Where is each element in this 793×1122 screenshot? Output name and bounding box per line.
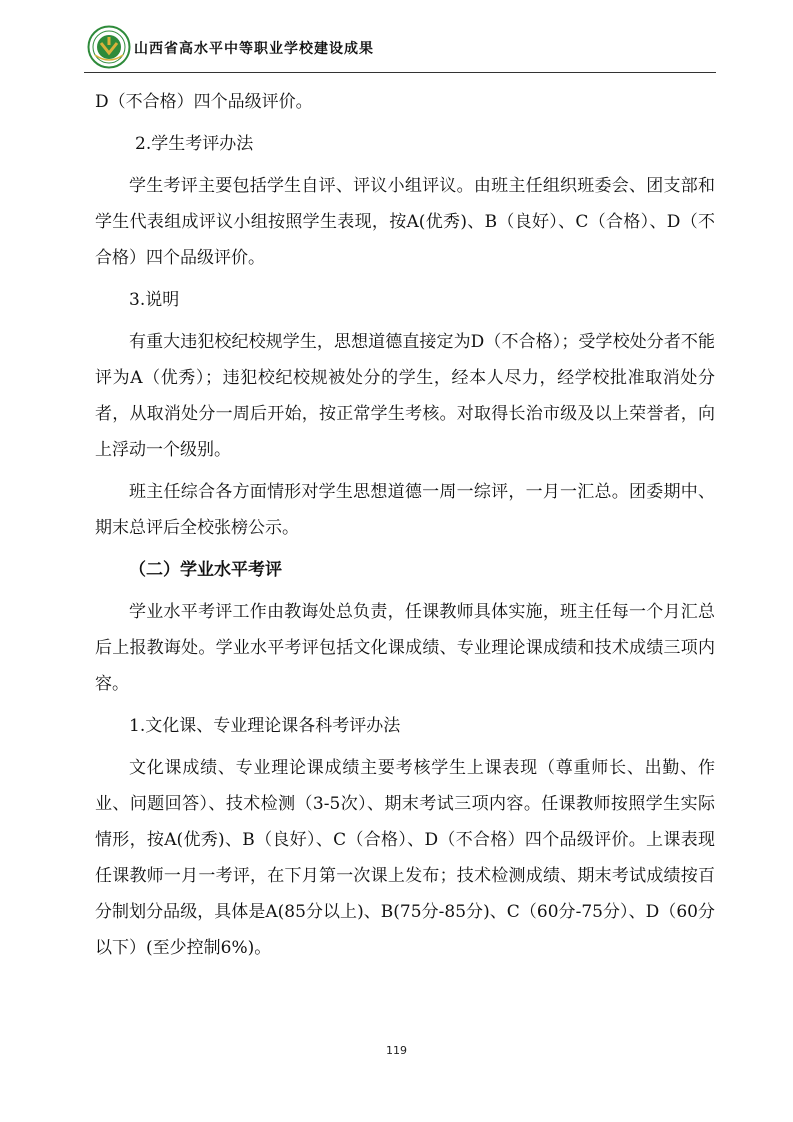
paragraph-notes: 有重大违犯校纪校规学生，思想道德直接定为D（不合格）；受学校处分者不能评为A（优秀）；违犯校纪校规被处分的学生，经本人尽力，经学校批准取消处分者，从取消处分一周后开始，按正常学生考核。对取得长治市级及以上荣誉者，向上浮动一个级别。 (95, 332, 715, 460)
school-emblem-icon (87, 25, 131, 69)
paragraph-culture-courses: 文化课成绩、专业理论课成绩主要考核学生上课表现（尊重师长、出勤、作业、问题回答）、技术检测（3-5次）、期末考试三项内容。任课教师按照学生实际情形，按A(优秀)、B（良好）、C（合格）、D（不合格）四个品级评价。上课表现任课教师一月一考评，在下月第一次课上发布；技术检测成绩、期末考试成绩按百分制划分品级，具体是A(85分以上)、B(75分-85分)、C（60分-75分）、D（60分以下）(至少控制6%)。 (95, 758, 715, 958)
section-heading-academic: （二）学业水平考评 (129, 560, 282, 580)
page-body (95, 84, 715, 966)
heading-culture-courses: 1.文化课、专业理论课各科考评办法 (129, 716, 401, 736)
header-divider (84, 72, 716, 73)
header-title: 山西省高水平中等职业学校建设成果 (134, 41, 374, 57)
paragraph-student-evaluation: 学生考评主要包括学生自评、评议小组评议。由班主任组织班委会、团支部和学生代表组成评议小组按照学生表现，按A(优秀)、B（良好）、C（合格）、D（不合格）四个品级评价。 (95, 176, 715, 268)
paragraph-class-teacher: 班主任综合各方面情形对学生思想道德一周一综评，一月一汇总。团委期中、期末总评后全校张榜公示。 (95, 482, 715, 538)
heading-notes: 3.说明 (129, 290, 180, 310)
paragraph-grade-d: D（不合格）四个品级评价。 (95, 92, 313, 112)
paragraph-academic: 学业水平考评工作由教诲处总负责，任课教师具体实施，班主任每一个月汇总后上报教诲处。学业水平考评包括文化课成绩、专业理论课成绩和技术成绩三项内容。 (95, 602, 715, 694)
heading-student-evaluation: 2.学生考评办法 (135, 134, 254, 154)
page-number: 119 (386, 1044, 407, 1057)
page-header (84, 24, 716, 72)
